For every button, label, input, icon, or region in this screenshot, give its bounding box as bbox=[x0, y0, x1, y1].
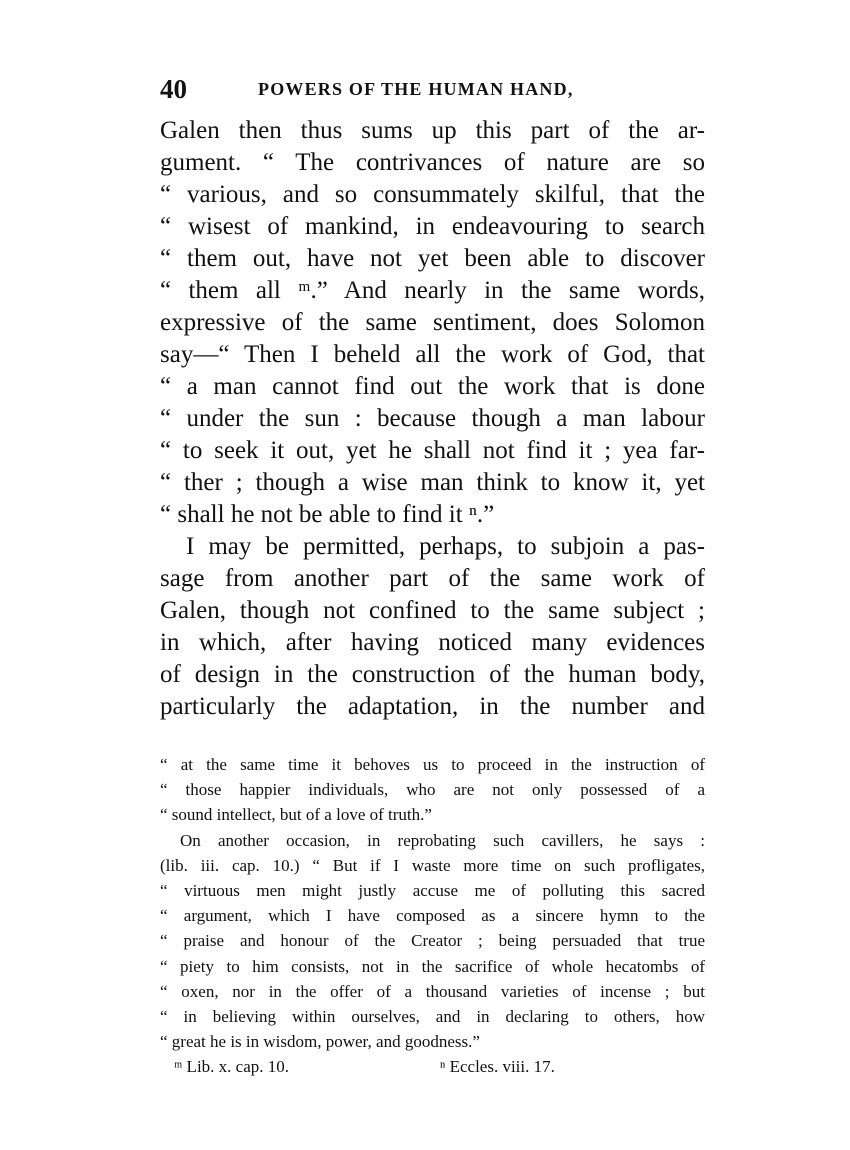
page-number: 40 bbox=[160, 74, 187, 104]
body-line: of design in the construction of the human body, bbox=[160, 661, 705, 688]
footnote-line: “ sound intellect, but of a love of truth.” bbox=[160, 805, 432, 825]
body-line: “ shall he not be able to find it ⁿ.” bbox=[160, 501, 495, 528]
body-line: gument. “ The contrivances of nature are so bbox=[160, 149, 705, 176]
footnote-line: “ oxen, nor in the offer of a thousand varieties of incense ; but bbox=[160, 981, 705, 1001]
footnote-line: “ argument, which I have composed as a sincere hymn to the bbox=[160, 906, 705, 926]
reference-m: ᵐ Lib. x. cap. 10. bbox=[174, 1057, 290, 1077]
references-line bbox=[160, 1054, 705, 1080]
footnote-line: “ those happier individuals, who are not only possessed of a bbox=[160, 780, 705, 800]
body-line: Galen, though not confined to the same subject ; bbox=[160, 597, 705, 624]
body-text bbox=[160, 115, 705, 723]
page-header bbox=[160, 74, 720, 104]
body-line: “ various, and so consummately skilful, that the bbox=[160, 181, 705, 208]
body-line: “ a man cannot find out the work that is done bbox=[160, 373, 705, 400]
body-line: “ them all ᵐ.” And nearly in the same words, bbox=[160, 277, 705, 304]
body-line: particularly the adaptation, in the number and bbox=[160, 693, 705, 720]
body-line: sage from another part of the same work of bbox=[160, 565, 705, 592]
body-line: “ wisest of mankind, in endeavouring to search bbox=[160, 213, 705, 240]
footnote-line: “ in believing within ourselves, and in declaring to others, how bbox=[160, 1006, 705, 1026]
body-line: “ ther ; though a wise man think to know it, yet bbox=[160, 469, 705, 496]
footnote-line: “ virtuous men might justly accuse me of polluting this sacred bbox=[160, 880, 705, 900]
body-line: in which, after having noticed many evidences bbox=[160, 629, 705, 656]
body-line: I may be permitted, perhaps, to subjoin a pas- bbox=[186, 533, 705, 560]
footnote-line: On another occasion, in reprobating such cavillers, he says : bbox=[180, 830, 705, 850]
body-line: expressive of the same sentiment, does Solomon bbox=[160, 309, 705, 336]
footnote-line: (lib. iii. cap. 10.) “ But if I waste more time on such profligates, bbox=[160, 855, 705, 875]
footnotes bbox=[160, 752, 705, 1080]
reference-n: ⁿ Eccles. viii. 17. bbox=[440, 1057, 555, 1077]
body-line: say—“ Then I beheld all the work of God, that bbox=[160, 341, 705, 368]
body-line: “ them out, have not yet been able to discover bbox=[160, 245, 705, 272]
running-head: POWERS OF THE HUMAN HAND, bbox=[258, 79, 574, 99]
footnote-line: “ at the same time it behoves us to proceed in the instruction of bbox=[160, 755, 705, 774]
footnote-line: “ great he is in wisdom, power, and goodness.” bbox=[160, 1032, 480, 1052]
footnote-line: “ praise and honour of the Creator ; being persuaded that true bbox=[160, 931, 705, 951]
body-line: Galen then thus sums up this part of the ar- bbox=[160, 117, 705, 144]
body-line: “ to seek it out, yet he shall not find it ; yea far- bbox=[160, 437, 705, 464]
body-line: “ under the sun : because though a man labour bbox=[160, 405, 705, 432]
footnote-line: “ piety to him consists, not in the sacrifice of whole hecatombs of bbox=[160, 956, 705, 976]
